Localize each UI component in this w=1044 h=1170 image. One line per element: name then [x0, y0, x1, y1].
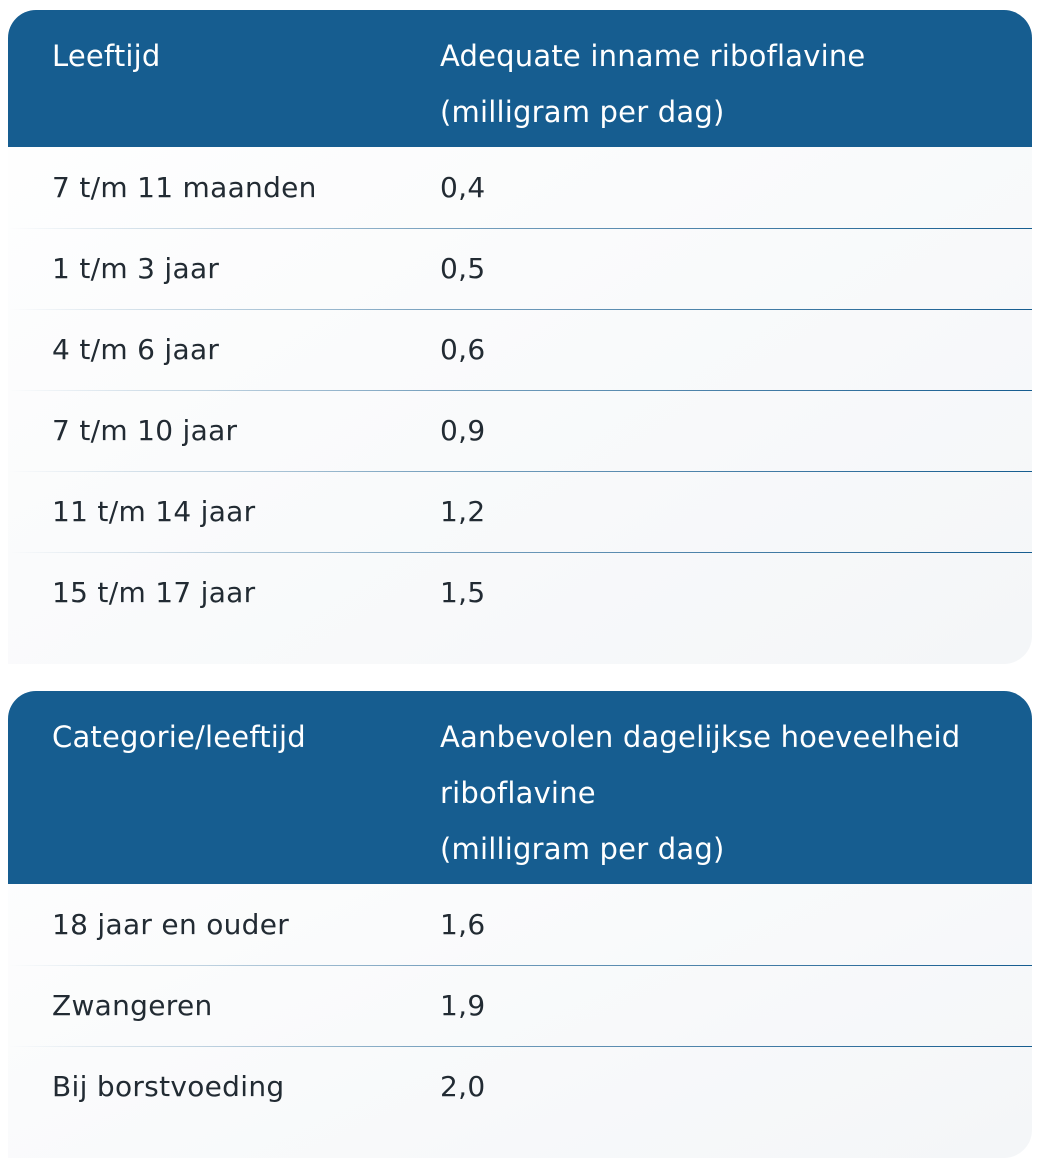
column-header-unit: (milligram per dag) [440, 95, 725, 129]
value-cell: 1,6 [440, 908, 486, 941]
column-header-age: Leeftijd [52, 39, 161, 73]
age-cell: 11 t/m 14 jaar [52, 495, 256, 528]
column-header-adequate-intake [440, 28, 1032, 147]
riboflavin-adequate-intake-table [8, 10, 1032, 664]
column-header-line: riboflavine [440, 776, 596, 810]
category-cell: Bij borstvoeding [52, 1070, 285, 1103]
table-body [8, 884, 1032, 1127]
riboflavin-recommended-daily-table [8, 691, 1032, 1158]
column-header-category: Categorie/leeftijd [52, 720, 306, 754]
table-row [8, 228, 1032, 309]
value-cell: 1,2 [440, 495, 486, 528]
table-header [8, 10, 1032, 147]
age-cell: 7 t/m 10 jaar [52, 414, 238, 447]
age-cell: 15 t/m 17 jaar [52, 576, 256, 609]
age-cell: 1 t/m 3 jaar [52, 252, 220, 285]
value-cell: 0,6 [440, 333, 486, 366]
table-row [8, 147, 1032, 228]
table-header [8, 691, 1032, 884]
category-cell: 18 jaar en ouder [52, 908, 290, 941]
table-body [8, 147, 1032, 633]
table-row [8, 884, 1032, 965]
column-header-line: Adequate inname riboflavine [440, 39, 866, 73]
category-cell: Zwangeren [52, 989, 213, 1022]
value-cell: 2,0 [440, 1070, 486, 1103]
age-cell: 7 t/m 11 maanden [52, 171, 317, 204]
table-row [8, 1046, 1032, 1127]
column-header-recommended-amount [440, 709, 1032, 884]
table-row [8, 471, 1032, 552]
column-header-unit: (milligram per dag) [440, 832, 725, 866]
value-cell: 0,4 [440, 171, 486, 204]
value-cell: 0,9 [440, 414, 486, 447]
value-cell: 0,5 [440, 252, 486, 285]
value-cell: 1,9 [440, 989, 486, 1022]
table-row [8, 965, 1032, 1046]
column-header-line: Aanbevolen dagelijkse hoeveelheid [440, 720, 961, 754]
table-row [8, 309, 1032, 390]
value-cell: 1,5 [440, 576, 486, 609]
age-cell: 4 t/m 6 jaar [52, 333, 220, 366]
table-row [8, 552, 1032, 633]
table-row [8, 390, 1032, 471]
